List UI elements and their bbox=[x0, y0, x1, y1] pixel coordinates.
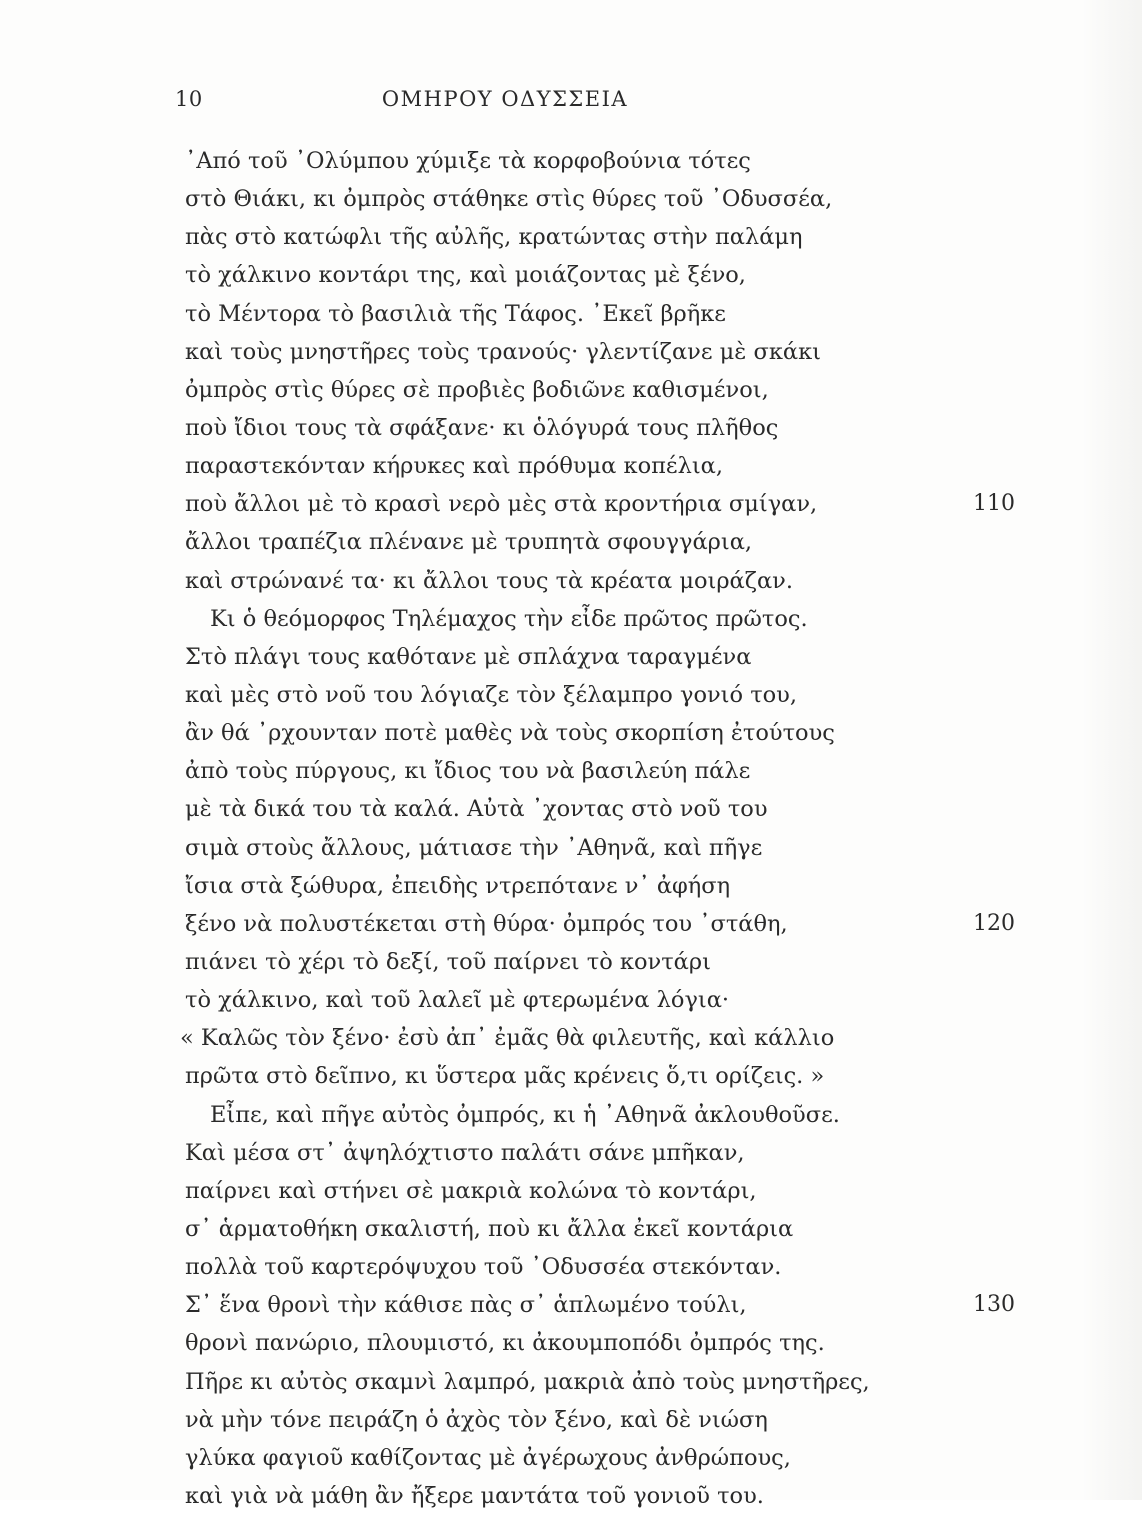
verse-line bbox=[185, 829, 1045, 867]
verse-line-text: καὶ τοὺς μνηστῆρες τοὺς τρανούς· γλεντίζανε μὲ σκάκι bbox=[185, 338, 821, 365]
verse-line-text: θρονὶ πανώριο, πλουμιστό, κι ἀκουμποπόδι ὀμπρός της. bbox=[185, 1330, 825, 1357]
verse-line-text: πιάνει τὸ χέρι τὸ δεξί, τοῦ παίρνει τὸ κοντάρι bbox=[185, 948, 711, 975]
verse-line bbox=[185, 1286, 1045, 1324]
verse-line bbox=[185, 790, 1045, 828]
verse-line-text: καὶ γιὰ νὰ μάθη ἂν ἤξερε μαντάτα τοῦ γονιοῦ του. bbox=[185, 1482, 764, 1509]
verse-line-text: Κι ὁ θεόμορφος Τηλέμαχος τὴν εἶδε πρῶτος πρῶτος. bbox=[210, 605, 808, 632]
line-number: 110 bbox=[973, 491, 1015, 517]
verse-line bbox=[185, 714, 1045, 752]
verse-line-text: πρῶτα στὸ δεῖπνο, κι ὕστερα μᾶς κρένεις ὅ,τι ορίζεις. » bbox=[185, 1063, 825, 1090]
verse-line bbox=[185, 1096, 1045, 1134]
line-number: 120 bbox=[973, 910, 1015, 936]
verse-line bbox=[185, 295, 1045, 333]
verse-line-text: ξένο νὰ πολυστέκεται στὴ θύρα· ὀμπρός του ᾿στάθη, bbox=[185, 910, 788, 937]
verse-line-text: μὲ τὰ δικά του τὰ καλά. Αὐτὰ ᾿χοντας στὸ νοῦ του bbox=[185, 796, 768, 823]
verse-line-text: νὰ μὴν τόνε πειράζη ὁ ἀχὸς τὸν ξένο, καὶ δὲ νιώση bbox=[185, 1406, 768, 1433]
verse-line bbox=[185, 485, 1045, 523]
running-title: ΟΜΗΡΟΥ ΟΔΥΣΣΕΙΑ bbox=[381, 87, 629, 111]
verse-line-text: παραστεκόνταν κήρυκες καὶ πρόθυμα κοπέλια, bbox=[185, 453, 724, 480]
verse-line-text: Στὸ πλάγι τους καθότανε μὲ σπλάχνα ταραγμένα bbox=[185, 643, 752, 670]
verse-line bbox=[185, 943, 1045, 981]
verse-line bbox=[180, 1019, 1045, 1057]
verse-line bbox=[185, 1401, 1045, 1439]
verse-line bbox=[185, 981, 1045, 1019]
verse-line-text: σιμὰ στοὺς ἄλλους, μάτιασε τὴν ᾿Αθηνᾶ, καὶ πῆγε bbox=[185, 834, 763, 861]
verse-text bbox=[180, 142, 1045, 1515]
verse-line-text: Πῆρε κι αὐτὸς σκαμνὶ λαμπρό, μακριὰ ἀπὸ τοὺς μνηστῆρες, bbox=[185, 1368, 870, 1395]
verse-line bbox=[185, 447, 1045, 485]
verse-line-text: « Καλῶς τὸν ξένο· ἐσὺ ἀπ᾿ ἐμᾶς θὰ φιλευτῆς, καὶ κάλλιο bbox=[180, 1025, 835, 1052]
verse-line-text: ἴσια στὰ ξώθυρα, ἐπειδὴς ντρεπότανε ν᾿ ἀφήση bbox=[185, 872, 731, 899]
verse-line bbox=[185, 1363, 1045, 1401]
verse-line-text: σ᾿ ἁρματοθήκη σκαλιστή, ποὺ κι ἄλλα ἐκεῖ κοντάρια bbox=[185, 1215, 794, 1242]
verse-line-text: Σ᾿ ἕνα θρονὶ τὴν κάθισε πὰς σ᾿ ἁπλωμένο τούλι, bbox=[185, 1292, 747, 1319]
verse-line-text: καὶ στρώνανέ τα· κι ἄλλοι τους τὰ κρέατα μοιράζαν. bbox=[185, 567, 793, 594]
verse-line-text: στὸ Θιάκι, κι ὀμπρὸς στάθηκε στὶς θύρες τοῦ ᾿Οδυσσέα, bbox=[185, 186, 833, 213]
verse-line bbox=[185, 867, 1045, 905]
verse-line bbox=[185, 523, 1045, 561]
verse-line bbox=[185, 1248, 1045, 1286]
verse-line bbox=[185, 1324, 1045, 1362]
verse-line bbox=[185, 218, 1045, 256]
verse-line bbox=[185, 1439, 1045, 1477]
verse-line-text: ποὺ ἄλλοι μὲ τὸ κρασὶ νερὸ μὲς στὰ κροντήρια σμίγαν, bbox=[185, 491, 818, 518]
verse-line bbox=[185, 180, 1045, 218]
verse-line-text: ἄλλοι τραπέζια πλένανε μὲ τρυπητὰ σφουγγάρια, bbox=[185, 529, 753, 556]
verse-line-text: παίρνει καὶ στήνει σὲ μακριὰ κολώνα τὸ κοντάρι, bbox=[185, 1177, 757, 1204]
verse-line-text: τὸ Μέντορα τὸ βασιλιὰ τῆς Τάφος. ᾿Εκεῖ βρῆκε bbox=[185, 300, 726, 327]
verse-line-text: Εἶπε, καὶ πῆγε αὐτὸς ὀμπρός, κι ἡ ᾿Αθηνᾶ ἀκλουθοῦσε. bbox=[210, 1101, 840, 1128]
verse-line bbox=[185, 752, 1045, 790]
page-header bbox=[175, 87, 835, 117]
verse-line bbox=[185, 905, 1045, 943]
verse-line-text: γλύκα φαγιοῦ καθίζοντας μὲ ἀγέρωχους ἀνθρώπους, bbox=[185, 1444, 791, 1471]
verse-line-text: Καὶ μέσα στ᾿ ἀψηλόχτιστο παλάτι σάνε μπῆκαν, bbox=[185, 1139, 745, 1166]
verse-line bbox=[185, 1210, 1045, 1248]
verse-line-text: τὸ χάλκινο, καὶ τοῦ λαλεῖ μὲ φτερωμένα λόγια· bbox=[185, 987, 730, 1014]
verse-line-text: ᾿Από τοῦ ᾿Ολύμπου χύμιξε τὰ κορφοβούνια τότες bbox=[185, 148, 751, 174]
verse-line bbox=[185, 600, 1045, 638]
verse-line-text: καὶ μὲς στὸ νοῦ του λόγιαζε τὸν ξέλαμπρο γονιό του, bbox=[185, 681, 798, 708]
verse-line bbox=[185, 1057, 1045, 1095]
verse-line bbox=[185, 333, 1045, 371]
verse-line bbox=[185, 256, 1045, 294]
verse-line bbox=[185, 142, 1045, 180]
verse-line-text: ἀπὸ τοὺς πύργους, κι ἴδιος του νὰ βασιλεύη πάλε bbox=[185, 758, 751, 785]
line-number: 130 bbox=[973, 1292, 1015, 1318]
page-number: 10 bbox=[175, 87, 203, 111]
verse-line-text: ποὺ ἴδιοι τους τὰ σφάξανε· κι ὁλόγυρά τους πλῆθος bbox=[185, 414, 779, 441]
verse-line bbox=[185, 676, 1045, 714]
verse-line bbox=[185, 562, 1045, 600]
verse-line-text: τὸ χάλκινο κοντάρι της, καὶ μοιάζοντας μὲ ξένο, bbox=[185, 262, 746, 289]
verse-line bbox=[185, 371, 1045, 409]
verse-line bbox=[185, 1477, 1045, 1515]
verse-line bbox=[185, 1172, 1045, 1210]
verse-line bbox=[185, 1134, 1045, 1172]
page-edge-shading bbox=[1082, 0, 1142, 1500]
verse-line-text: πολλὰ τοῦ καρτερόψυχου τοῦ ᾿Οδυσσέα στεκόνταν. bbox=[185, 1254, 782, 1281]
verse-line bbox=[185, 409, 1045, 447]
verse-line-text: πὰς στὸ κατώφλι τῆς αὐλῆς, κρατώντας στὴν παλάμη bbox=[185, 224, 803, 251]
verse-line-text: ὀμπρὸς στὶς θύρες σὲ προβιὲς βοδιῶνε καθισμένοι, bbox=[185, 376, 769, 403]
verse-line-text: ἂν θά ᾿ρχουνταν ποτὲ μαθὲς νὰ τοὺς σκορπίση ἐτούτους bbox=[185, 720, 835, 747]
verse-line bbox=[185, 638, 1045, 676]
